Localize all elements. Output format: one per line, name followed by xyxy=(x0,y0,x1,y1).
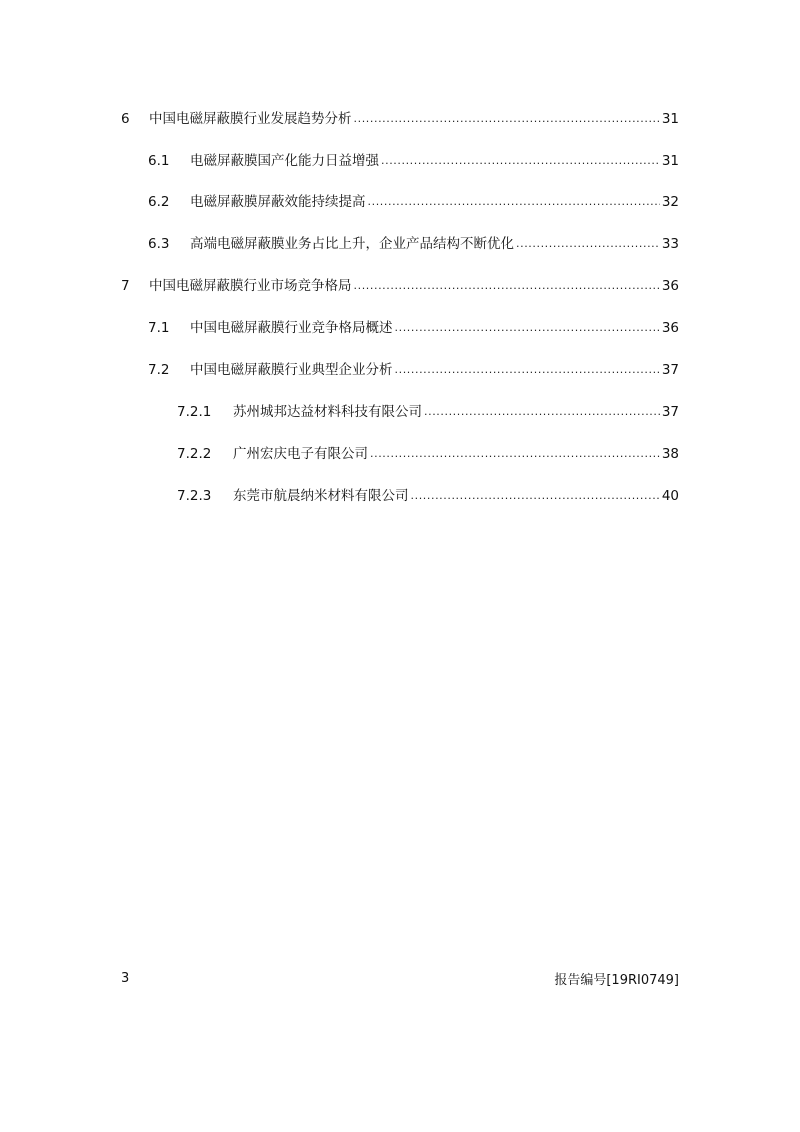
footer-page-number: 3 xyxy=(121,970,130,986)
toc-entry-title: 广州宏庆电子有限公司 xyxy=(233,446,368,462)
toc-dot-leader xyxy=(354,277,660,295)
toc-entry-title: 中国电磁屏蔽膜行业竞争格局概述 xyxy=(190,320,393,336)
toc-entry-6-1[interactable] xyxy=(148,150,679,170)
toc-entry-number: 6 xyxy=(121,111,130,127)
toc-entry-7-2-3[interactable] xyxy=(177,485,679,505)
toc-entry-page: 38 xyxy=(661,446,679,462)
toc-dot-leader xyxy=(516,235,660,253)
toc-entry-title: 高端电磁屏蔽膜业务占比上升，企业产品结构不断优化 xyxy=(190,236,514,252)
toc-entry-number: 7.2.3 xyxy=(177,488,212,504)
toc-entry-page: 37 xyxy=(661,404,679,420)
toc-dot-leader xyxy=(411,487,660,505)
toc-entry-number: 7 xyxy=(121,278,130,294)
toc-entry-number: 7.2.2 xyxy=(177,446,212,462)
toc-entry-title: 中国电磁屏蔽膜行业典型企业分析 xyxy=(190,362,393,378)
toc-dot-leader xyxy=(370,445,660,463)
footer-report-code: 报告编号[19RI0749] xyxy=(554,972,679,988)
toc-dot-leader xyxy=(395,361,660,379)
toc-dot-leader xyxy=(381,152,660,170)
toc-entry-title: 苏州城邦达益材料科技有限公司 xyxy=(233,404,422,420)
toc-entry-title: 电磁屏蔽膜国产化能力日益增强 xyxy=(190,153,379,169)
toc-entry-page: 40 xyxy=(661,488,679,504)
toc-entry-number: 7.2.1 xyxy=(177,404,212,420)
toc-dot-leader xyxy=(368,193,660,211)
toc-entry-7-2-1[interactable] xyxy=(177,401,679,421)
toc-entry-6-2[interactable] xyxy=(148,191,679,211)
toc-entry-page: 32 xyxy=(661,194,679,210)
toc-dot-leader xyxy=(395,319,660,337)
toc-entry-number: 7.1 xyxy=(148,320,170,336)
toc-entry-page: 33 xyxy=(661,236,679,252)
toc-entry-number: 7.2 xyxy=(148,362,170,378)
toc-entry-page: 31 xyxy=(661,153,679,169)
toc-entry-page: 36 xyxy=(661,320,679,336)
toc-dot-leader xyxy=(354,110,660,128)
toc-entry-title: 中国电磁屏蔽膜行业发展趋势分析 xyxy=(149,111,352,127)
toc-entry-page: 31 xyxy=(661,111,679,127)
toc-entry-number: 6.1 xyxy=(148,153,170,169)
toc-entry-title: 电磁屏蔽膜屏蔽效能持续提高 xyxy=(190,194,366,210)
toc-entry-page: 37 xyxy=(661,362,679,378)
toc-entry-7-2[interactable] xyxy=(148,359,679,379)
toc-entry-page: 36 xyxy=(661,278,679,294)
page-footer xyxy=(121,968,679,988)
toc-entry-title: 东莞市航晨纳米材料有限公司 xyxy=(233,488,409,504)
toc-entry-6[interactable] xyxy=(121,108,679,128)
toc-dot-leader xyxy=(424,403,660,421)
toc-entry-7-2-2[interactable] xyxy=(177,443,679,463)
toc-entry-number: 6.2 xyxy=(148,194,170,210)
toc-entry-7-1[interactable] xyxy=(148,317,679,337)
toc-entry-7[interactable] xyxy=(121,275,679,295)
toc-entry-title: 中国电磁屏蔽膜行业市场竞争格局 xyxy=(149,278,352,294)
toc-entry-6-3[interactable] xyxy=(148,233,679,253)
toc-entry-number: 6.3 xyxy=(148,236,170,252)
